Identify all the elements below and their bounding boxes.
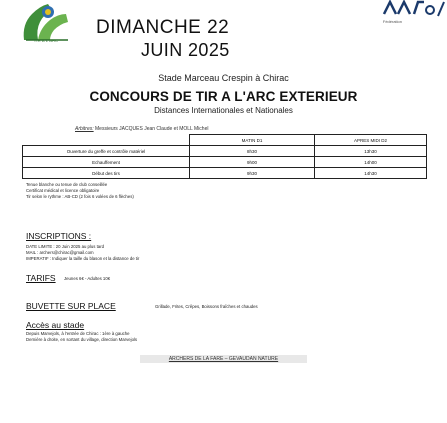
distances: Distances Internationales et Nationales [154,106,293,115]
schedule-table [22,134,427,179]
federation-logo-text: Fédération [382,19,402,24]
page-title-year: JUIN 2025 [141,40,230,60]
venue: Stade Marceau Crespin à Chirac [158,73,289,83]
notes [26,182,166,200]
arbitres [75,126,208,132]
club-logo-text: TIR A L'ARC [33,38,59,43]
tarifs-title: TARIFS [26,273,56,283]
table-row [23,168,427,179]
note-line: Tir selon le rythme : AB-CD (2 fois 6 volées de 6 flèches) [26,194,134,199]
table-cell: 8h30 [190,146,315,157]
arbitres-label: Arbitres: [75,126,94,132]
table-cell: Echauffement [23,157,190,168]
inscriptions-title: INSCRIPTIONS : [26,231,92,241]
table-header-cell [23,135,190,146]
table-row [23,146,427,157]
inscription-line: IMPERATIF : Indiquer la taille du blason et la distance de tir [26,256,140,261]
club-logo [18,0,74,42]
inscription-line: MAIL : archers@chirac@gmail.com [26,250,94,255]
table-row [23,157,427,168]
page-title-date: DIMANCHE 22 [96,17,230,38]
acces-line: Depuis Marvejols, à l'entrée de Chirac : 1ère à gauche [26,331,130,336]
table-cell: 9h00 [190,157,315,168]
table-cell: 14h30 [315,168,427,179]
arbitres-names: Messieurs JACQUES Jean Claude et MOLL Michel [93,126,209,132]
federation-logo [380,0,446,18]
event-title: CONCOURS DE TIR A L'ARC EXTERIEUR [89,89,358,104]
table-cell: Ouverture du greffe et contrôle matériel [23,146,190,157]
table-header-cell: APRES MIDI D2 [315,135,427,146]
inscriptions-details [26,244,286,262]
note-line: Certificat médical et licence obligatoire [26,188,100,193]
note-line: Tenue blanche ou tenue de club conseillée [26,182,108,187]
acces-title: Accès au stade [26,320,85,330]
tarifs-text: Jeunes 6€ - Adultes 10€ [64,276,111,281]
table-cell: 14h00 [315,157,427,168]
buvette-title: BUVETTE SUR PLACE [26,301,116,311]
table-header-row [23,135,427,146]
table-header-cell: MATIN D1 [190,135,315,146]
acces-line: Dernière à droite, en sortant du village, direction Marvejols [26,337,138,342]
table-cell: 13h30 [315,146,427,157]
club-name-footer: ARCHERS DE LA FARE – GEVAUDAN NATURE [168,356,279,362]
table-cell: 9h30 [190,168,315,179]
table-cell: Début des tirs [23,168,190,179]
acces-details [26,331,326,343]
inscription-line: DATE LIMITE : 20 Juin 2025 au plus tard [26,244,105,249]
buvette-text: Grillade, Frites, Crêpes, Boissons fraîches et chaudes [155,304,258,309]
